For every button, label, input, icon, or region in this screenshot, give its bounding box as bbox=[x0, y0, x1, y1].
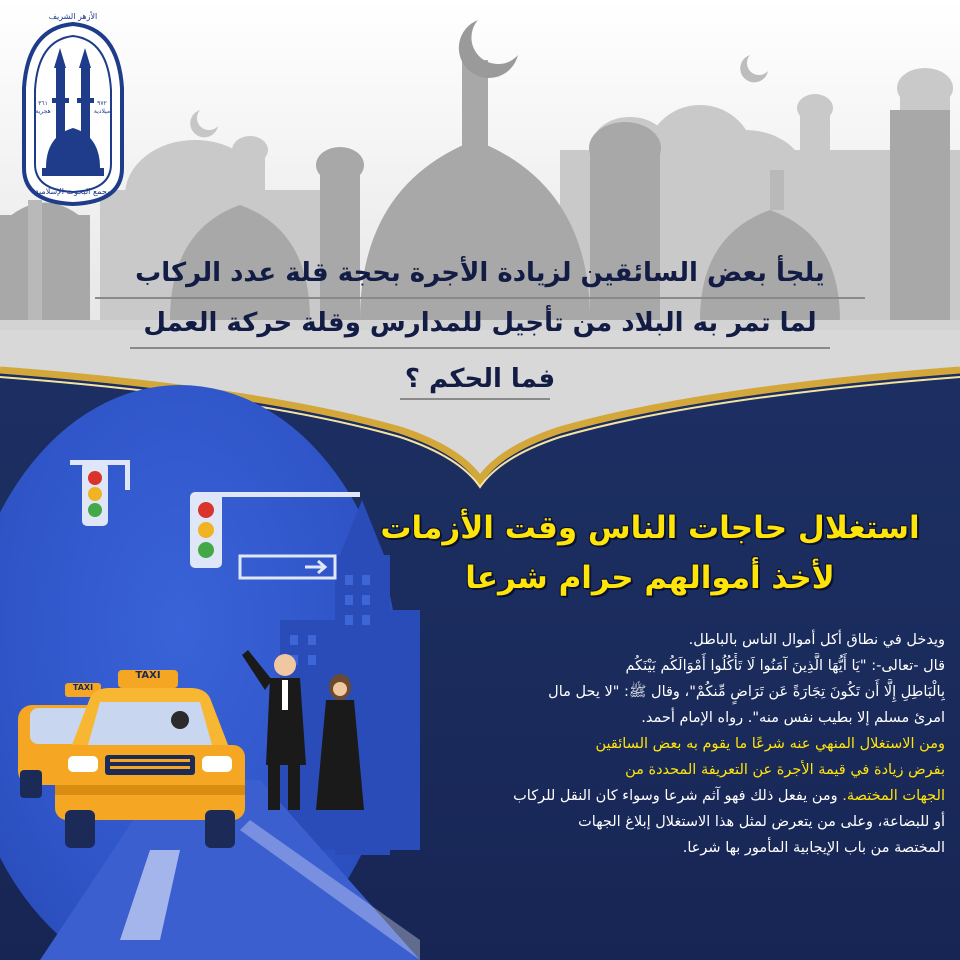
logo-arc-text: الأزهر الشريف bbox=[48, 12, 98, 21]
paragraph-line-8: أو للبضاعة، وعلى من يتعرض لمثل هذا الاستغلال إبلاغ الجهات bbox=[578, 814, 945, 830]
paragraph-line-2: قال -تعالى-: "يَا أَيُّهَا الَّذِينَ آمَنُوا لَا تَأْكُلُوا أَمْوَالَكُم بَيْنَكُم bbox=[625, 658, 945, 674]
question-underline-3 bbox=[400, 398, 550, 400]
paragraph-line-7-rest: ومن يفعل ذلك فهو آثم شرعا وسواء كان النقل للركاب bbox=[513, 788, 843, 804]
logo-bottom-text: مجمع البحوث الإسلامية bbox=[34, 187, 112, 196]
question-line-2: لما تمر به البلاد من تأجيل للمدارس وقلة حركة العمل bbox=[143, 308, 817, 338]
question-underline-1 bbox=[95, 297, 865, 299]
paragraph-line-6: بفرض زيادة في قيمة الأجرة عن التعريفة المحددة من bbox=[625, 762, 945, 778]
ruling-paragraph bbox=[395, 627, 945, 861]
taxi-street-illustration bbox=[0, 380, 420, 960]
logo-year-right: ٩٧٢ ميلادية bbox=[93, 100, 111, 115]
headline-line-2: لأخذ أموالهم حرام شرعا bbox=[465, 560, 835, 596]
paragraph-line-9: المختصة من باب الإيجابية المأمور بها شرعا. bbox=[682, 840, 945, 856]
question-line-1: يلجأ بعض السائقين لزيادة الأجرة بحجة قلة عدد الركاب bbox=[135, 258, 825, 288]
paragraph-line-4: امرئ مسلم إلا بطيب نفس منه". رواه الإمام أحمد. bbox=[641, 710, 945, 726]
logo-year-left: ٣٦١ هجرية bbox=[35, 100, 51, 115]
paragraph-line-1: ويدخل في نطاق أكل أموال الناس بالباطل. bbox=[688, 632, 945, 648]
paragraph-line-3: بِالْبَاطِلِ إِلَّا أَن تَكُونَ تِجَارَةً عَن تَرَاضٍ مِّنكُمْ"، وقال ﷺ: "لا يحل مال bbox=[548, 684, 945, 700]
headline-line-1: استغلال حاجات الناس وقت الأزمات bbox=[380, 510, 920, 546]
paragraph-line-7-highlight: الجهات المختصة. bbox=[842, 788, 945, 804]
taxi-sign-back: TAXI bbox=[72, 683, 94, 692]
paragraph-line-5: ومن الاستغلال المنهي عنه شرعًا ما يقوم به بعض السائقين bbox=[595, 736, 945, 752]
question-underline-2 bbox=[130, 347, 830, 349]
taxi-sign-front: TAXI bbox=[135, 670, 161, 681]
question-line-3: فما الحكم ؟ bbox=[404, 364, 556, 394]
paragraph-line-7 bbox=[395, 783, 945, 809]
